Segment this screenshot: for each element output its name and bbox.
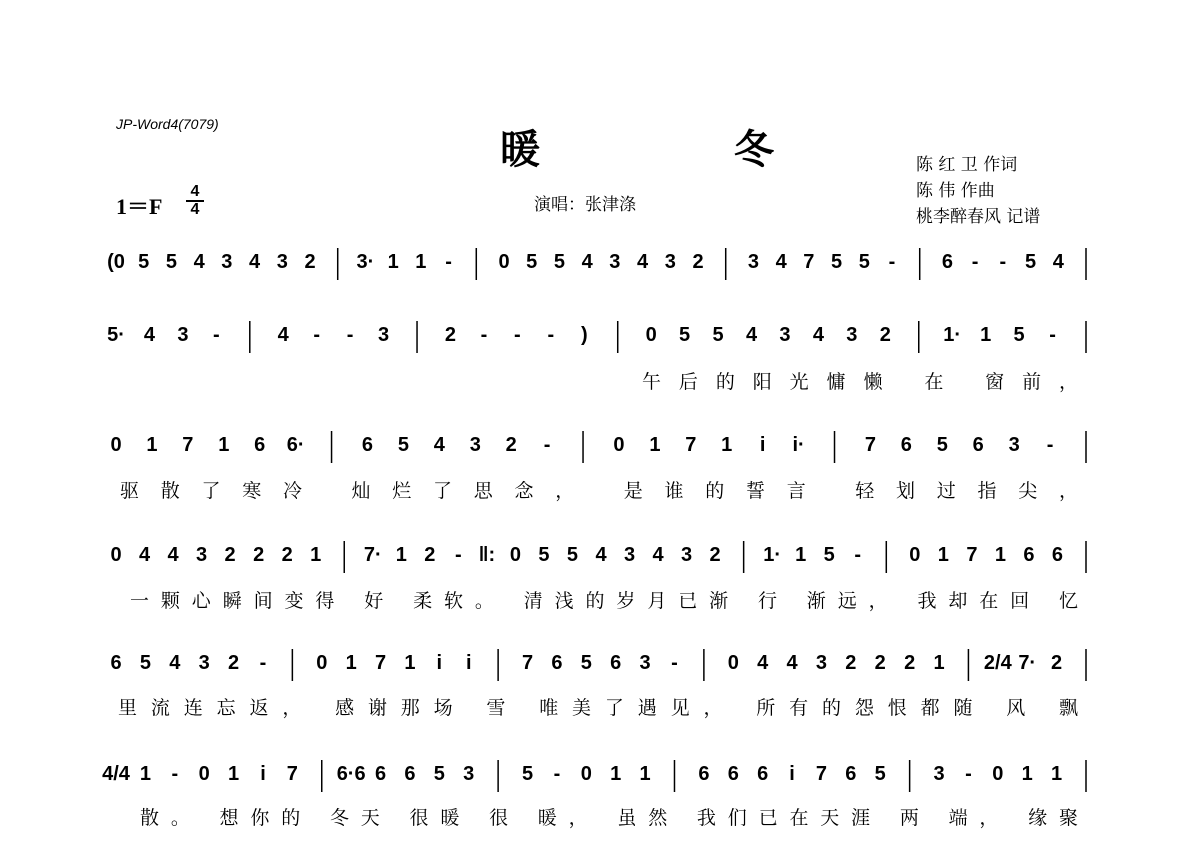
note-token: 6 — [361, 434, 374, 456]
note-token: 7 — [521, 652, 534, 674]
note-token: 5 — [433, 763, 445, 785]
note-token: 7 — [815, 763, 828, 785]
note-token: 3 — [463, 763, 475, 785]
lyric-line: 散。 想你的 冬天 很暖 很 暖， 虽然 我们已在天涯 两 端， 缘聚 — [140, 807, 1080, 829]
note-token: 1 — [639, 763, 651, 785]
note-token: 0 — [613, 434, 625, 456]
note-token: 3 — [623, 544, 636, 566]
note-token: 3 — [664, 251, 676, 273]
note-token: 2 — [709, 544, 721, 566]
note-token: 1 — [310, 544, 322, 566]
song-title: 暖 冬 — [500, 127, 864, 173]
note-token: - — [455, 544, 462, 566]
note-token: 2/4 — [983, 652, 1012, 674]
note-token: 6 — [972, 434, 984, 456]
note-token: 4 — [757, 652, 769, 674]
note-token: - — [543, 434, 551, 456]
note-token: 2 — [444, 324, 457, 346]
note-token: - — [888, 251, 896, 273]
time-signature-numerator: 4 — [190, 183, 200, 200]
note-token: 1 — [721, 434, 733, 456]
note-token: 1 — [387, 251, 399, 273]
lyricist-credit: 陈 红 卫 作词 — [916, 155, 1018, 175]
note-token: 6 — [110, 652, 122, 674]
note-token: 1 — [937, 544, 949, 566]
note-token: 7· — [363, 544, 382, 566]
note-token: 6 — [1051, 544, 1064, 566]
note-token: 2 — [874, 652, 886, 674]
note-token: (0 — [107, 251, 125, 273]
note-token: 3 — [609, 251, 621, 273]
note-token: 4 — [167, 544, 179, 566]
transcriber-credit: 桃李醉春风 记谱 — [916, 207, 1041, 227]
note-token: 3 — [378, 324, 390, 346]
note-token: 5 — [138, 251, 150, 273]
note-token: 6·6 — [336, 763, 366, 785]
note-token: 4 — [277, 324, 289, 346]
note-token: 1 — [649, 434, 661, 456]
note-token: 6 — [698, 763, 710, 785]
note-token: 6 — [254, 434, 266, 456]
note-token: 2 — [228, 652, 240, 674]
note-token: 2 — [904, 652, 916, 674]
note-token: 1 — [395, 544, 407, 566]
note-token: 6 — [610, 652, 622, 674]
note-token: 5 — [580, 652, 592, 674]
note-token: - — [445, 251, 452, 273]
note-token: 7 — [286, 763, 298, 785]
note-token: 3 — [1008, 434, 1020, 456]
note-token: 6 — [1023, 544, 1035, 566]
note-token: 2 — [424, 544, 436, 566]
note-token: 3 — [177, 324, 189, 346]
note-token: 4 — [143, 324, 156, 346]
note-token: - — [965, 763, 972, 785]
note-token: 7 — [966, 544, 978, 566]
note-token: i — [465, 652, 472, 674]
note-token: 3 — [196, 544, 208, 566]
note-token: 0 — [645, 324, 657, 346]
lyric-line: 驱散了寒冷 灿烂了思念， 是谁的誓言 轻划过指尖， — [120, 480, 1081, 502]
composer-credit: 陈 伟 作曲 — [916, 181, 995, 201]
note-token: i — [436, 652, 443, 674]
note-token: 0 — [909, 544, 921, 566]
note-token: - — [971, 251, 979, 273]
note-token: 3 — [815, 652, 828, 674]
note-token: 5 — [397, 434, 409, 456]
note-token: i· — [792, 434, 805, 456]
note-token: 4 — [581, 251, 593, 273]
note-token: 5 — [936, 434, 948, 456]
note-token: 5 — [679, 324, 691, 346]
note-token: 0 — [509, 544, 521, 566]
note-token: 1· — [943, 324, 962, 346]
note-token: 0 — [727, 652, 739, 674]
note-token: 2 — [692, 251, 704, 273]
note-token: - — [171, 763, 179, 785]
note-token: 1 — [1051, 763, 1063, 785]
note-token: 6 — [757, 763, 769, 785]
note-token: 1 — [980, 324, 992, 346]
note-token: 4 — [745, 324, 758, 346]
note-token: 2 — [879, 324, 891, 346]
note-token: 1 — [1021, 763, 1033, 785]
note-token: 1 — [404, 652, 416, 674]
note-token: 7 — [803, 251, 815, 273]
note-token: 5 — [823, 544, 835, 566]
note-token: 6 — [900, 434, 912, 456]
note-token: 1· — [763, 544, 782, 566]
note-token: 2 — [505, 434, 517, 456]
note-token: 3 — [469, 434, 481, 456]
note-token: 4/4 — [102, 763, 130, 785]
note-token: 5 — [526, 251, 538, 273]
note-token: 1 — [933, 652, 945, 674]
note-token: 5 — [712, 324, 724, 346]
note-token: 3· — [356, 251, 375, 273]
note-token: - — [547, 324, 555, 346]
note-token: 2 — [224, 544, 236, 566]
note-token: 4 — [786, 652, 798, 674]
note-token: 3 — [276, 251, 288, 273]
note-token: i — [759, 434, 766, 456]
note-token: 5 — [139, 652, 151, 674]
note-token: 0 — [992, 763, 1004, 785]
note-token: - — [1046, 434, 1054, 456]
note-token: 2 — [304, 251, 316, 273]
note-token: 5 — [165, 251, 177, 273]
note-token: 3 — [198, 652, 210, 674]
lyric-line: 午后的阳光慵懒 在 窗前， — [642, 371, 1080, 393]
note-token: 4 — [433, 434, 445, 456]
note-token: 4 — [138, 544, 151, 566]
note-token: 1 — [228, 763, 240, 785]
note-token: 5 — [553, 251, 565, 273]
note-token: 5 — [521, 763, 534, 785]
note-token: 6· — [286, 434, 305, 456]
note-token: 4 — [1052, 251, 1064, 273]
note-token: 5 — [538, 544, 550, 566]
time-signature-denominator: 4 — [190, 201, 200, 218]
note-token: 6 — [941, 251, 953, 273]
lyric-line: 一颗心瞬间变得 好 柔软。 清浅的岁月已渐 行 渐远， 我却在回 忆 — [130, 590, 1080, 612]
note-token: 0 — [580, 763, 592, 785]
note-token: i — [260, 763, 266, 785]
note-token: - — [480, 324, 488, 346]
note-token: 4 — [595, 544, 607, 566]
note-token: - — [671, 652, 678, 674]
note-token: 1 — [610, 763, 622, 785]
note-token: 0 — [110, 434, 122, 456]
note-token: 4 — [169, 652, 181, 674]
note-token: 3 — [779, 324, 791, 346]
note-token: 2 — [845, 652, 857, 674]
note-token: 3 — [933, 763, 945, 785]
note-token: - — [553, 763, 561, 785]
note-token: 0 — [198, 763, 210, 785]
key-signature: 1＝F — [116, 194, 163, 219]
note-token: 5 — [566, 544, 579, 566]
note-token: 6 — [727, 763, 739, 785]
note-token: 5 — [831, 251, 843, 273]
note-token: 5 — [1025, 251, 1037, 273]
note-token: 5 — [858, 251, 870, 273]
note-token: 2 — [1051, 652, 1063, 674]
note-token: 6 — [551, 652, 563, 674]
note-token: 4 — [637, 251, 649, 273]
note-token: 3 — [747, 251, 759, 273]
note-token: ) — [580, 324, 588, 346]
note-token: 7· — [1018, 652, 1037, 674]
note-token: 4 — [652, 544, 664, 566]
note-token: 0 — [316, 652, 328, 674]
note-token: 7 — [374, 652, 387, 674]
singer-credit: 演唱：张津涤 — [534, 195, 636, 215]
note-token: 3 — [639, 652, 651, 674]
lyric-line: 里流连忘返， 感谢那场 雪 唯美了遇见， 所有的怨恨都随 风 飘 — [118, 697, 1080, 719]
note-token: 1 — [139, 763, 151, 785]
note-token: 5· — [107, 324, 125, 346]
note-token: 4 — [193, 251, 205, 273]
note-token: 1 — [415, 251, 427, 273]
note-token: 1 — [994, 544, 1006, 566]
note-token: 3 — [681, 544, 693, 566]
note-token: - — [514, 324, 521, 346]
note-token: 1 — [345, 652, 357, 674]
note-token: ‖: — [478, 544, 496, 566]
note-token: 3 — [846, 324, 858, 346]
note-token: 4 — [812, 324, 824, 346]
note-token: 1 — [795, 544, 807, 566]
note-token: 3 — [221, 251, 233, 273]
note-token: - — [999, 251, 1007, 273]
note-token: 2 — [253, 544, 265, 566]
note-token: - — [313, 324, 321, 346]
note-token: 0 — [110, 544, 122, 566]
note-token: - — [259, 652, 267, 674]
note-token: - — [346, 324, 354, 346]
note-token: 7 — [685, 434, 697, 456]
note-token: - — [854, 544, 862, 566]
note-token: 4 — [249, 251, 261, 273]
note-token: 2 — [281, 544, 293, 566]
note-token: - — [213, 324, 220, 346]
note-token: 6 — [404, 763, 416, 785]
note-token: 7 — [864, 434, 877, 456]
note-token: 0 — [498, 251, 510, 273]
note-token: 6 — [374, 763, 387, 785]
note-token: 5 — [1013, 324, 1025, 346]
note-token: 6 — [845, 763, 857, 785]
note-token: 5 — [874, 763, 886, 785]
software-label: JP-Word4(7079) — [116, 116, 219, 132]
note-token: i — [789, 763, 795, 785]
note-token: - — [1049, 324, 1056, 346]
note-token: 7 — [182, 434, 194, 456]
note-token: 4 — [775, 251, 787, 273]
note-token: 1 — [146, 434, 158, 456]
note-token: 1 — [218, 434, 230, 456]
